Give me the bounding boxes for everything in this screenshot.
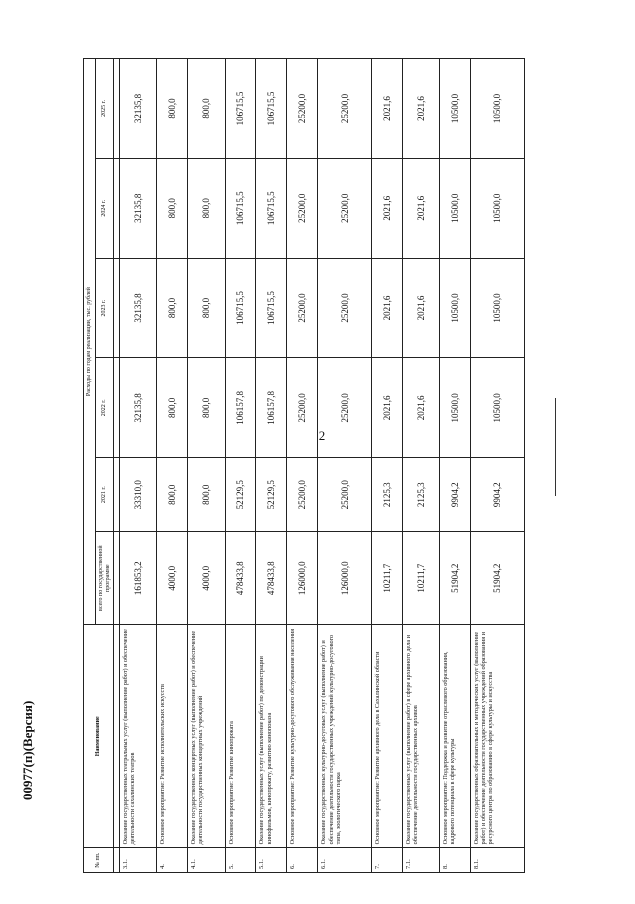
header-year-2023: 2023 г. (96, 258, 114, 358)
row-year-value: 800,0 (157, 158, 188, 258)
row-year-value: 800,0 (188, 59, 225, 159)
row-year-value: 10500,0 (471, 258, 525, 358)
row-year-value: 106715,5 (256, 59, 287, 159)
row-year-value: 32135,8 (120, 258, 157, 358)
row-year-value: 106715,5 (256, 158, 287, 258)
row-name: Оказание государственных концертных услуг (выполнение работ) и обеспечение деятельности государственных концертных учреждений (188, 625, 225, 848)
row-name: Основное мероприятие: Развитие кинопроката (225, 625, 256, 848)
table-row (287, 59, 318, 873)
row-year-value: 800,0 (188, 358, 225, 458)
row-total-value: 478433,8 (225, 532, 256, 625)
row-year-value: 10500,0 (440, 258, 471, 358)
row-name: Оказание государственных культурно-досуговых услуг (выполнение работ) и обеспечение деятельности государственных учреждений культурно-досугового типа, зоологического парка (318, 625, 372, 848)
row-year-value: 800,0 (188, 458, 225, 532)
signature-line (555, 398, 556, 496)
table-row (120, 59, 157, 873)
row-year-value: 10500,0 (471, 158, 525, 258)
row-year-value: 2125,3 (403, 458, 440, 532)
row-number: 7. (372, 848, 403, 873)
row-number: 6.1. (318, 848, 372, 873)
row-year-value: 800,0 (188, 158, 225, 258)
header-total: всего по государственной программе (96, 532, 114, 625)
row-total-value: 161853,2 (120, 532, 157, 625)
row-year-value: 10500,0 (471, 358, 525, 458)
row-year-value: 9904,2 (471, 458, 525, 532)
row-total-value: 10211,7 (372, 532, 403, 625)
row-year-value: 25200,0 (318, 158, 372, 258)
row-total-value: 51904,2 (440, 532, 471, 625)
page-number: 2 (318, 428, 326, 443)
row-year-value: 10500,0 (440, 358, 471, 458)
expenses-table (83, 58, 525, 873)
header-year-2022: 2022 г. (96, 358, 114, 458)
row-name: Основное мероприятие: Развитие культурно-досугового обслуживания населения (287, 625, 318, 848)
row-year-value: 25200,0 (318, 358, 372, 458)
row-year-value: 106715,5 (225, 258, 256, 358)
row-number: 8. (440, 848, 471, 873)
row-number: 5. (225, 848, 256, 873)
header-year-2021: 2021 г. (96, 458, 114, 532)
row-year-value: 32135,8 (120, 59, 157, 159)
row-year-value: 25200,0 (287, 59, 318, 159)
row-number: 4. (157, 848, 188, 873)
row-number: 8.1. (471, 848, 525, 873)
header-year-2024: 2024 г. (96, 158, 114, 258)
row-name: Основное мероприятие: Поддержка и развитие отраслевого образования, кадрового потенциала в сфере культуры (440, 625, 471, 848)
row-year-value: 32135,8 (120, 158, 157, 258)
table-row (225, 59, 256, 873)
row-total-value: 4000,0 (188, 532, 225, 625)
row-year-value: 25200,0 (318, 59, 372, 159)
row-year-value: 10500,0 (471, 59, 525, 159)
row-year-value: 2021,6 (372, 358, 403, 458)
row-year-value: 25200,0 (287, 258, 318, 358)
row-name: Оказание государственных услуг (выполнение работ) по демонстрации кинофильмов, кинопрокату, развитию кинопоказа (256, 625, 287, 848)
table-row (256, 59, 287, 873)
row-year-value: 52129,5 (225, 458, 256, 532)
table-row (471, 59, 525, 873)
row-year-value: 25200,0 (287, 358, 318, 458)
row-year-value: 2021,6 (403, 258, 440, 358)
table-row (318, 59, 372, 873)
table-row (403, 59, 440, 873)
row-total-value: 126000,0 (287, 532, 318, 625)
row-name: Оказание государственных услуг (выполнение работ) в сфере архивного дела и обеспечение деятельности государственных архивов (403, 625, 440, 848)
row-name: Основное мероприятие: Развитие исполнительских искусств (157, 625, 188, 848)
table-row (440, 59, 471, 873)
table-row (188, 59, 225, 873)
row-year-value: 2021,6 (403, 158, 440, 258)
header-number: № пп. (84, 848, 114, 873)
row-year-value: 2021,6 (372, 59, 403, 159)
row-year-value: 2021,6 (403, 358, 440, 458)
row-year-value: 2021,6 (372, 158, 403, 258)
row-number: 6. (287, 848, 318, 873)
row-year-value: 106157,8 (256, 358, 287, 458)
row-year-value: 10500,0 (440, 158, 471, 258)
row-total-value: 51904,2 (471, 532, 525, 625)
row-total-value: 4000,0 (157, 532, 188, 625)
row-year-value: 2021,6 (372, 258, 403, 358)
row-year-value: 52129,5 (256, 458, 287, 532)
row-name: Основное мероприятие: Развитие архивного дела в Сахалинской области (372, 625, 403, 848)
row-year-value: 800,0 (157, 358, 188, 458)
row-year-value: 25200,0 (318, 258, 372, 358)
row-number: 5.1. (256, 848, 287, 873)
table-row (372, 59, 403, 873)
header-expenses-group: Расходы по годам реализации, тыс. рублей (84, 59, 96, 625)
row-year-value: 33310,0 (120, 458, 157, 532)
row-year-value: 800,0 (188, 258, 225, 358)
row-year-value: 25200,0 (287, 158, 318, 258)
row-number: 4.1. (188, 848, 225, 873)
row-year-value: 800,0 (157, 258, 188, 358)
expenses-table-container (83, 58, 525, 873)
row-year-value: 2125,3 (372, 458, 403, 532)
row-year-value: 25200,0 (318, 458, 372, 532)
row-year-value: 32135,8 (120, 358, 157, 458)
row-year-value: 106715,5 (225, 59, 256, 159)
table-body (120, 59, 525, 873)
row-year-value: 10500,0 (440, 59, 471, 159)
header-year-2025: 2025 г. (96, 59, 114, 159)
row-number: 7.1. (403, 848, 440, 873)
row-total-value: 478433,8 (256, 532, 287, 625)
row-year-value: 800,0 (157, 59, 188, 159)
row-year-value: 800,0 (157, 458, 188, 532)
row-year-value: 106715,5 (256, 258, 287, 358)
row-year-value: 25200,0 (287, 458, 318, 532)
header-name: Наименование (84, 625, 114, 848)
row-year-value: 9904,2 (440, 458, 471, 532)
row-number: 3.1. (120, 848, 157, 873)
row-total-value: 10211,7 (403, 532, 440, 625)
row-year-value: 106157,8 (225, 358, 256, 458)
row-year-value: 106715,5 (225, 158, 256, 258)
row-name: Оказание государственных образовательных и методических услуг (выполнение работ) и обеспечение деятельности государственных учреждений образования и ресурсного центра по образованию в сфере культуры и искусства (471, 625, 525, 848)
table-row (157, 59, 188, 873)
document-footer-id: 00977(п)(Версия) (20, 700, 35, 800)
row-year-value: 2021,6 (403, 59, 440, 159)
row-total-value: 126000,0 (318, 532, 372, 625)
row-name: Оказание государственных театральных услуг (выполнение работ) и обеспечение деятельности сахалинских театров (120, 625, 157, 848)
